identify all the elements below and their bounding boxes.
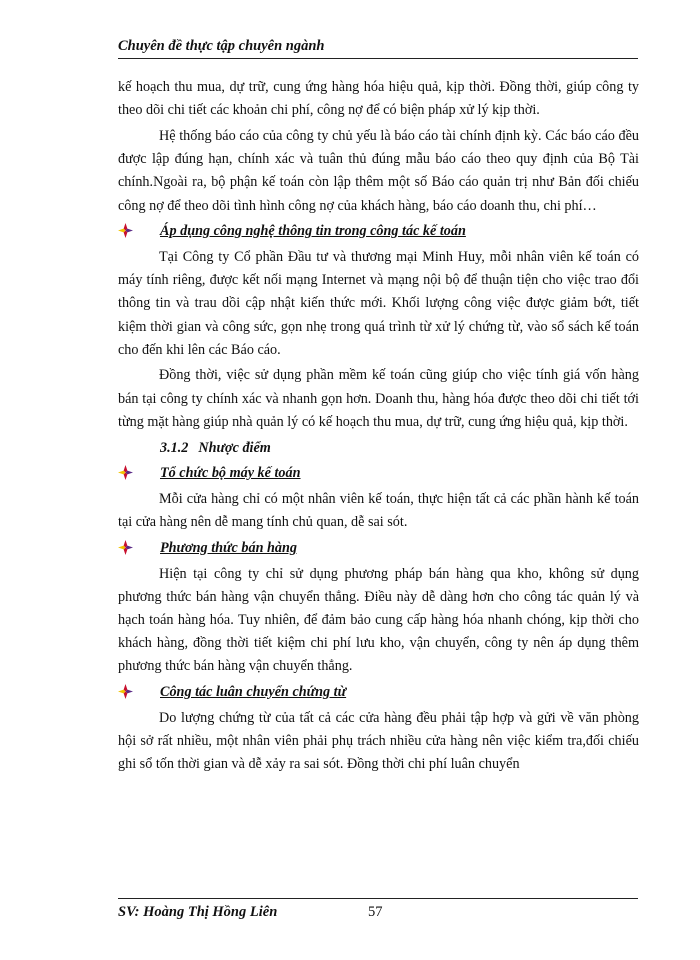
paragraph: Hiện tại công ty chỉ sử dụng phương pháp bán hàng qua kho, không sử dụng phương thức bán hàng vận chuyển thẳng. Điều này dễ dàng hơn cho công tác quản lý và hạch toán hàng hóa. Tuy nhiên, để đảm bảo cung cấp hàng hóa nhanh chóng, kịp thời cho khách hàng, đồng thời tiết kiệm chi phí lưu kho, vận chuyển, công ty nên áp dụng thêm phương thức bán hàng vận chuyển thẳng. xyxy=(118,565,639,675)
paragraph: Đồng thời, việc sử dụng phần mềm kế toán cũng giúp cho việc tính giá vốn hàng bán tại công ty chính xác và nhanh gọn hơn. Doanh thu, hàng hóa được theo dõi chi tiết tới từng mặt hàng giúp nhà quản lý có kế hoạch thu mua, dự trữ, cung ứng hiệu quả, kịp thời. xyxy=(118,367,639,430)
page-footer xyxy=(118,898,638,921)
footer-author: SV: Hoàng Thị Hồng Liên xyxy=(118,904,278,920)
paragraph: kế hoạch thu mua, dự trữ, cung ứng hàng hóa hiệu quả, kịp thời. Đồng thời, giúp công ty theo dõi chi tiết các khoản chi phí, công nợ để có biện pháp xử lý kịp thời. xyxy=(118,79,639,119)
header-title: Chuyên đề thực tập chuyên ngành xyxy=(118,38,325,54)
page-content xyxy=(118,76,639,779)
section-heading xyxy=(118,537,639,560)
paragraph: Mỗi cửa hàng chỉ có một nhân viên kế toán, thực hiện tất cả các phần hành kế toán tại cửa hàng nên dễ mang tính chủ quan, dễ sai sót. xyxy=(118,490,639,531)
heading-label: Phương thức bán hàng xyxy=(160,539,297,556)
heading-label: Áp dụng công nghệ thông tin trong công tác kế toán xyxy=(160,223,466,240)
four-pointed-star-icon xyxy=(118,223,133,238)
paragraph: Do lượng chứng từ của tất cả các cửa hàng đều phải tập hợp và gửi về văn phòng hội sở rất nhiều, một nhân viên phải phụ trách nhiều cửa hàng nên việc kiểm tra,đối chiếu ghi sổ tốn thời gian và dễ xảy ra sai sót. Đồng thời chi phí luân chuyển xyxy=(118,709,639,773)
page-number: 57 xyxy=(368,904,383,920)
heading-label: Công tác luân chuyển chứng từ xyxy=(160,684,347,701)
section-heading xyxy=(118,462,639,485)
four-pointed-star-icon xyxy=(118,684,133,699)
subsection-title: Nhược điểm xyxy=(198,439,271,456)
paragraph: Tại Công ty Cổ phần Đầu tư và thương mại Minh Huy, mỗi nhân viên kế toán có máy tính riêng, được kết nối mạng Internet và mạng nội bộ để thuận tiện cho việc trao đổi thông tin và trau dồi cập nhật kiến thức mới. Khối lượng công việc được giảm bớt, tiết kiệm thời gian và công sức, gọn nhẹ trong quá trình từ xử lý chứng từ, vào sổ sách kế toán cho đến khi lên các Báo cáo. xyxy=(118,248,639,358)
section-heading xyxy=(118,681,639,704)
heading-label: Tổ chức bộ máy kế toán xyxy=(160,465,301,482)
section-heading xyxy=(118,220,639,243)
subsection-number: 3.1.2 xyxy=(160,439,189,456)
subsection-heading xyxy=(118,437,639,460)
page-header xyxy=(118,38,638,59)
paragraph: Hệ thống báo cáo của công ty chủ yếu là báo cáo tài chính định kỳ. Các báo cáo đều được lập đúng hạn, chính xác và tuân thủ đúng mẫu báo cáo theo quy định của Bộ Tài chính.Ngoài ra, bộ phận kế toán còn lập thêm một số Báo cáo quản trị như Bản đối chiếu công nợ để theo dõi tình hình công nợ của khách hàng, báo cáo doanh thu, chi phí… xyxy=(118,127,639,214)
four-pointed-star-icon xyxy=(118,465,133,480)
four-pointed-star-icon xyxy=(118,540,133,555)
